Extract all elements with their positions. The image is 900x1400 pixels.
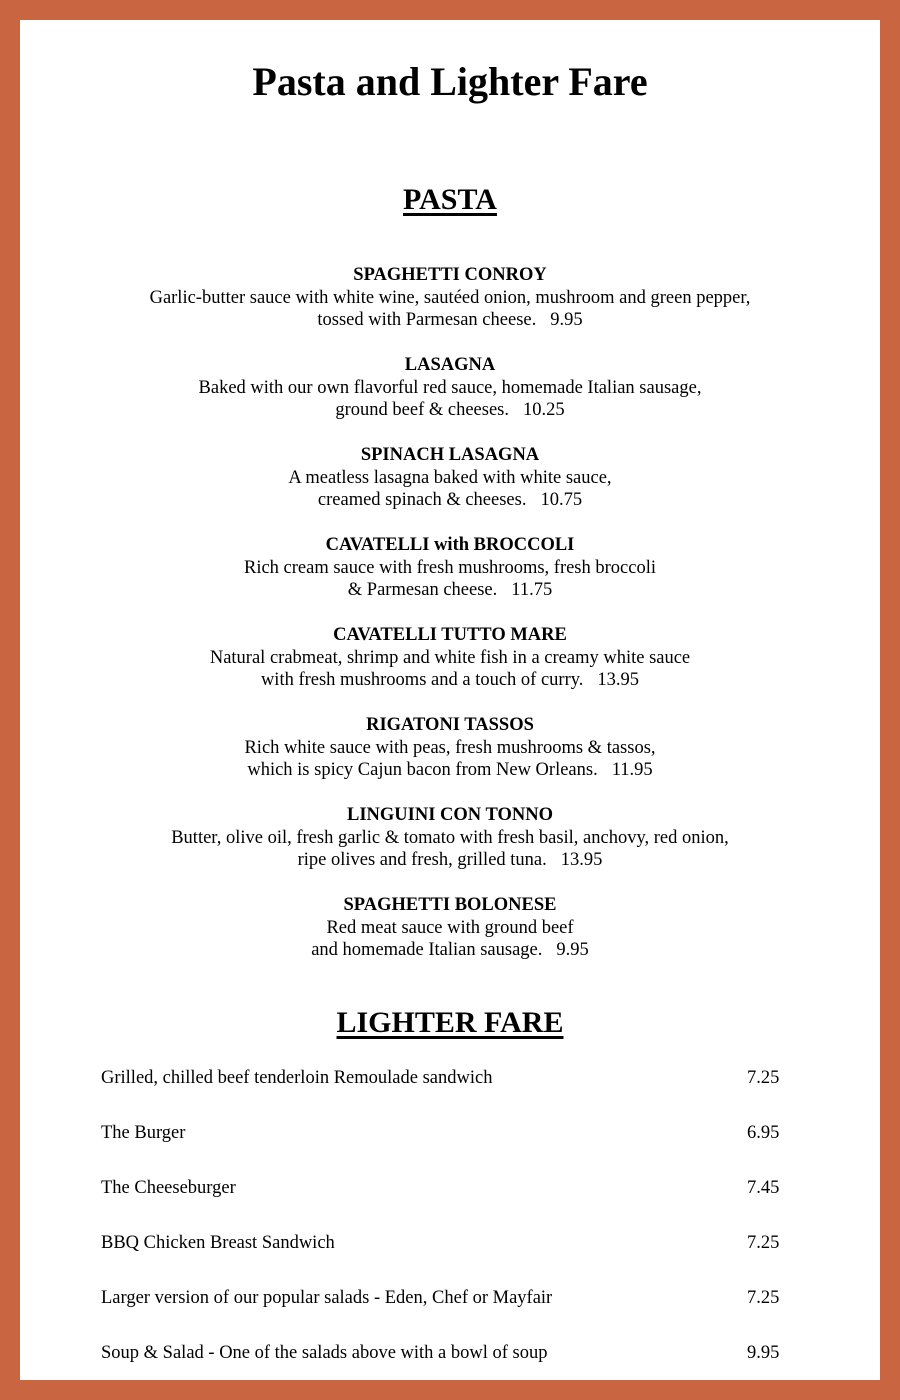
pasta-item-name: LASAGNA	[404, 355, 496, 375]
lighter-fare-item-name: Soup & Salad - One of the salads above with a bowl of soup	[101, 1343, 548, 1363]
lighter-fare-item-name: The Cheeseburger	[101, 1178, 236, 1198]
pasta-item-description: A meatless lasagna baked with white sauce,	[288, 467, 612, 488]
lighter-fare-item-price: 7.25	[747, 1288, 780, 1308]
lighter-fare-item-price: 9.95	[747, 1343, 780, 1363]
pasta-item-name: SPAGHETTI CONROY	[353, 265, 547, 285]
pasta-item-price: 9.95	[556, 940, 589, 960]
pasta-list	[20, 264, 880, 984]
pasta-item-description: Garlic-butter sauce with white wine, sautéed onion, mushroom and green pepper,	[149, 287, 751, 308]
pasta-item-description: Red meat sauce with ground beef	[326, 917, 574, 938]
pasta-item-description: Baked with our own flavorful red sauce, homemade Italian sausage,	[198, 377, 702, 398]
pasta-item	[20, 534, 880, 624]
pasta-item-price: 9.95	[550, 310, 583, 330]
pasta-item-description: & Parmesan cheese.	[347, 580, 498, 600]
pasta-item-name: RIGATONI TASSOS	[366, 715, 534, 735]
pasta-item-description: creamed spinach & cheeses.	[317, 490, 527, 510]
lighter-fare-item	[101, 1287, 787, 1342]
pasta-item-description: and homemade Italian sausage.	[311, 940, 543, 960]
pasta-item	[20, 444, 880, 534]
lighter-fare-item-name: Grilled, chilled beef tenderloin Remoulade sandwich	[101, 1068, 493, 1088]
menu-page	[20, 20, 880, 1380]
pasta-item-description: ground beef & cheeses.	[335, 400, 509, 420]
pasta-item	[20, 894, 880, 984]
pasta-item-name: CAVATELLI TUTTO MARE	[333, 625, 567, 645]
pasta-item-price: 13.95	[560, 850, 603, 870]
pasta-item-description: tossed with Parmesan cheese.	[317, 310, 537, 330]
pasta-item-price: 10.25	[523, 400, 565, 420]
pasta-item	[20, 624, 880, 714]
pasta-item-price: 13.95	[597, 670, 640, 690]
pasta-item-price: 11.75	[511, 580, 553, 600]
pasta-item	[20, 264, 880, 354]
pasta-item-description: Rich cream sauce with fresh mushrooms, fresh broccoli	[243, 557, 656, 578]
lighter-fare-item-price: 7.45	[747, 1178, 780, 1198]
pasta-item-description: ripe olives and fresh, grilled tuna.	[297, 850, 547, 870]
pasta-item	[20, 714, 880, 804]
pasta-item-description: Butter, olive oil, fresh garlic & tomato with fresh basil, anchovy, red onion,	[171, 827, 729, 848]
lighter-fare-item	[101, 1177, 787, 1232]
lighter-fare-item	[101, 1122, 787, 1177]
pasta-item-description: Natural crabmeat, shrimp and white fish in a creamy white sauce	[209, 647, 691, 668]
lighter-fare-item	[101, 1067, 787, 1122]
lighter-fare-item-price: 7.25	[747, 1233, 780, 1253]
pasta-item	[20, 804, 880, 894]
pasta-item-price: 11.95	[611, 760, 653, 780]
pasta-item-description: with fresh mushrooms and a touch of curry.	[260, 670, 584, 690]
lighter-fare-item	[101, 1342, 787, 1397]
pasta-item-description: which is spicy Cajun bacon from New Orleans.	[247, 760, 598, 780]
pasta-item-name: LINGUINI CON TONNO	[347, 805, 553, 825]
lighter-fare-item-price: 6.95	[747, 1123, 780, 1143]
pasta-item-description: Rich white sauce with peas, fresh mushrooms & tassos,	[244, 737, 656, 758]
pasta-item-name: SPAGHETTI BOLONESE	[343, 895, 557, 915]
pasta-item-name: CAVATELLI with BROCCOLI	[325, 535, 575, 555]
lighter-fare-item-name: BBQ Chicken Breast Sandwich	[101, 1233, 335, 1253]
pasta-item-price: 10.75	[540, 490, 583, 510]
lighter-fare-item-name: The Burger	[101, 1123, 186, 1143]
lighter-fare-list	[101, 1067, 787, 1397]
pasta-item	[20, 354, 880, 444]
page-title: Pasta and Lighter Fare	[252, 59, 648, 104]
pasta-section-heading: PASTA	[403, 183, 497, 216]
pasta-item-name: SPINACH LASAGNA	[360, 445, 540, 465]
lighter-fare-section-heading: LIGHTER FARE	[336, 1006, 564, 1039]
lighter-fare-item-name: Larger version of our popular salads - Eden, Chef or Mayfair	[101, 1288, 553, 1308]
lighter-fare-item	[101, 1232, 787, 1287]
lighter-fare-item-price: 7.25	[747, 1068, 780, 1088]
